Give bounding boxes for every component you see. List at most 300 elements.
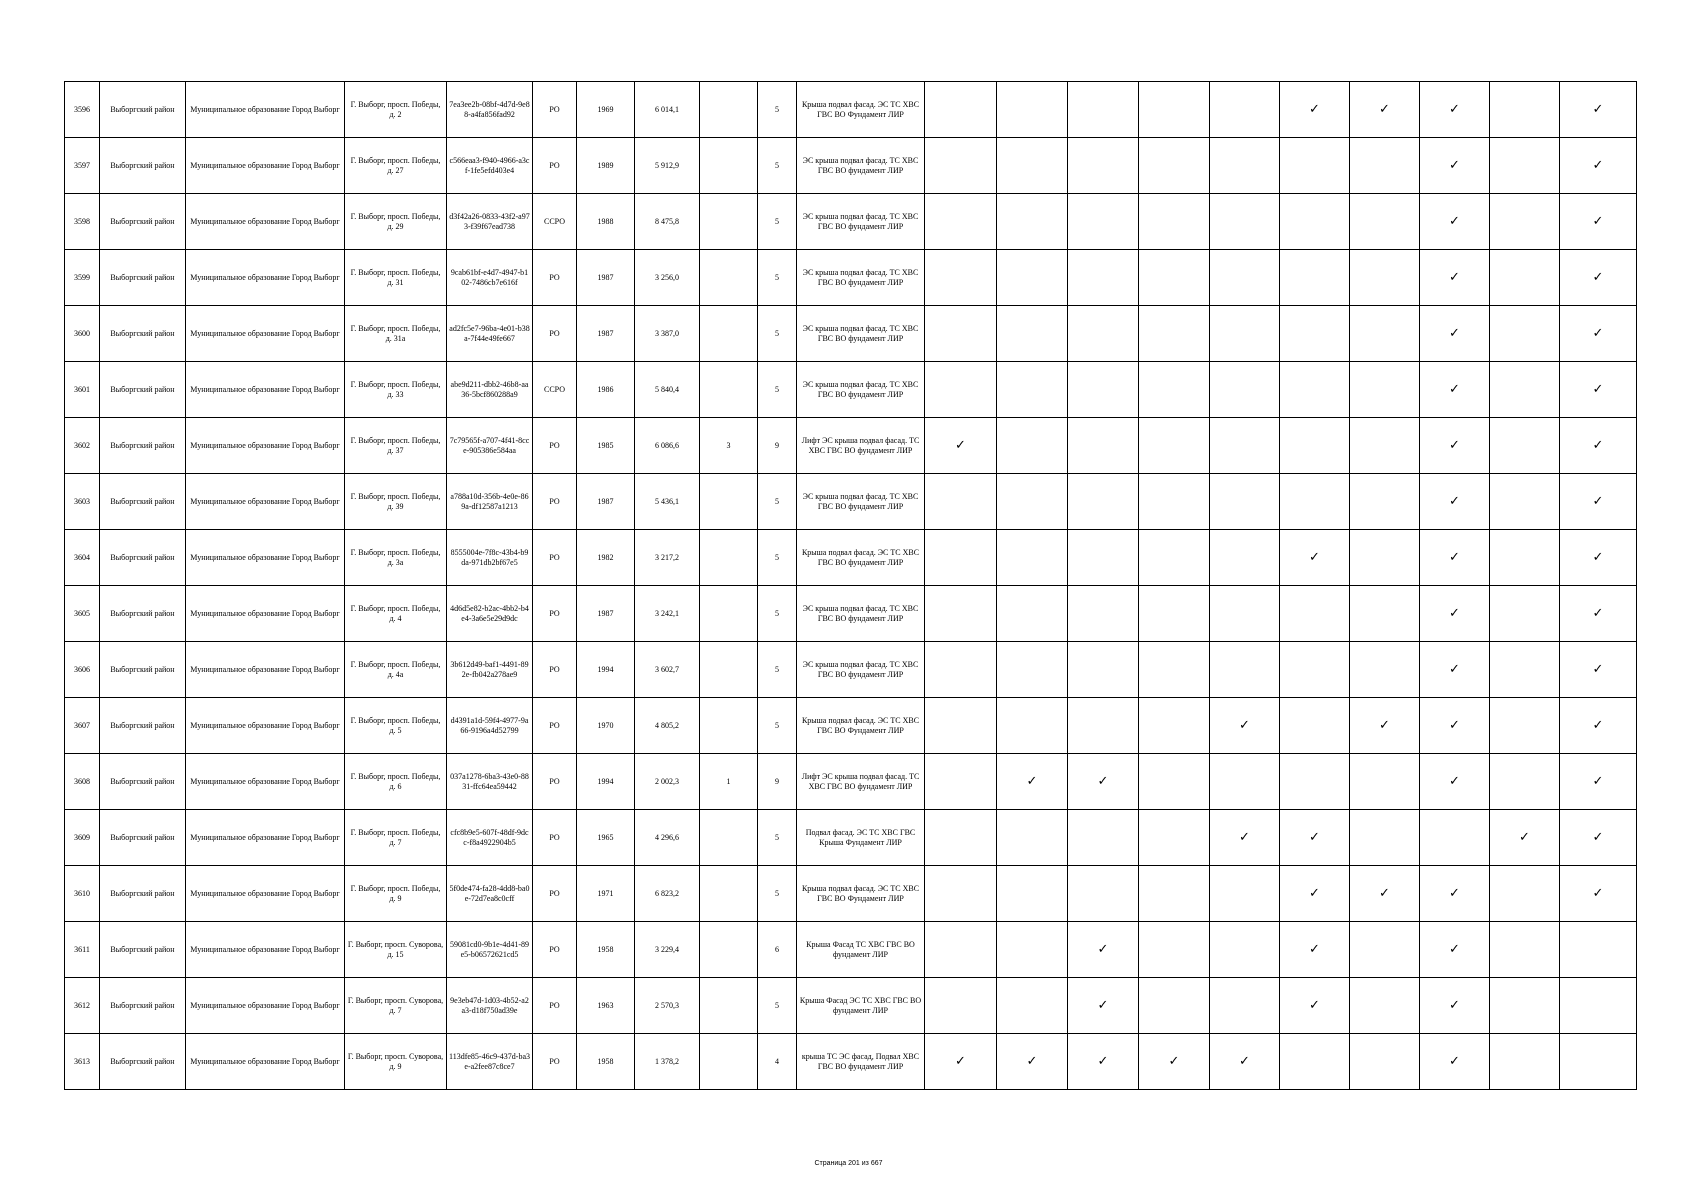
- check-mark-icon: ✓: [1210, 698, 1280, 754]
- check-mark-icon: ✓: [1420, 250, 1490, 306]
- table-row: [65, 866, 1637, 922]
- cell-guid: 4d6d5e82-b2ac-4bb2-b4e4-3a6e5e29d9dc: [447, 586, 533, 642]
- check-mark-icon: ✓: [1560, 586, 1637, 642]
- cell-number: 3608: [65, 754, 100, 810]
- cell-district: Выборгский район: [100, 586, 186, 642]
- cell-mark-empty: [1068, 362, 1139, 418]
- cell-number: 3600: [65, 306, 100, 362]
- cell-mark-empty: [1210, 530, 1280, 586]
- cell-works: ЭС крыша подвал фасад. ТС ХВС ГВС ВО фундамент ЛИР: [797, 306, 925, 362]
- cell-mark-empty: [1490, 922, 1560, 978]
- cell-mark-empty: [1350, 530, 1420, 586]
- cell-mark-empty: [1280, 418, 1350, 474]
- cell-count-a: [700, 810, 758, 866]
- check-mark-icon: ✓: [1560, 362, 1637, 418]
- check-mark-icon: ✓: [1420, 474, 1490, 530]
- cell-mark-empty: [1210, 194, 1280, 250]
- cell-count-b: 5: [758, 866, 797, 922]
- cell-area: 6 014,1: [635, 82, 700, 138]
- check-mark-icon: ✓: [1420, 362, 1490, 418]
- cell-guid: 7ea3ee2b-08bf-4d7d-9e88-a4fa856fad92: [447, 82, 533, 138]
- check-mark-icon: ✓: [1420, 866, 1490, 922]
- cell-guid: cfc8b9e5-607f-48df-9dcc-f8a4922904b5: [447, 810, 533, 866]
- cell-works: Крыша подвал фасад. ЭС ТС ХВС ГВС ВО Фундамент ЛИР: [797, 82, 925, 138]
- cell-guid: ad2fc5e7-96ba-4e01-b38a-7f44e49fe667: [447, 306, 533, 362]
- cell-year: 1987: [577, 586, 635, 642]
- cell-mark-empty: [925, 474, 997, 530]
- check-mark-icon: ✓: [1068, 978, 1139, 1034]
- cell-fund-type: РО: [533, 922, 577, 978]
- cell-district: Выборгский район: [100, 978, 186, 1034]
- cell-municipality: Муниципальное образование Город Выборг: [186, 922, 345, 978]
- cell-number: 3606: [65, 642, 100, 698]
- check-mark-icon: ✓: [1560, 250, 1637, 306]
- cell-mark-empty: [925, 922, 997, 978]
- cell-mark-empty: [1139, 82, 1210, 138]
- cell-guid: d4391a1d-59f4-4977-9a66-9196a4d52799: [447, 698, 533, 754]
- table-row: [65, 474, 1637, 530]
- cell-area: 5 436,1: [635, 474, 700, 530]
- cell-mark-empty: [1068, 698, 1139, 754]
- check-mark-icon: ✓: [1560, 866, 1637, 922]
- cell-count-b: 4: [758, 1034, 797, 1090]
- cell-address: Г. Выборг, просп. Суворова, д. 7: [345, 978, 447, 1034]
- cell-count-b: 5: [758, 138, 797, 194]
- cell-mark-empty: [1210, 754, 1280, 810]
- cell-municipality: Муниципальное образование Город Выборг: [186, 810, 345, 866]
- cell-fund-type: РО: [533, 866, 577, 922]
- cell-fund-type: ССРО: [533, 194, 577, 250]
- table-row: [65, 642, 1637, 698]
- cell-district: Выборгский район: [100, 810, 186, 866]
- check-mark-icon: ✓: [1280, 866, 1350, 922]
- cell-mark-empty: [925, 530, 997, 586]
- cell-mark-empty: [1068, 306, 1139, 362]
- cell-year: 1989: [577, 138, 635, 194]
- cell-works: крыша ТС ЭС фасад, Подвал ХВС ГВС ВО фундамент ЛИР: [797, 1034, 925, 1090]
- cell-address: Г. Выборг, просп. Победы, д. 31а: [345, 306, 447, 362]
- cell-address: Г. Выборг, просп. Победы, д. 7: [345, 810, 447, 866]
- check-mark-icon: ✓: [1420, 138, 1490, 194]
- cell-district: Выборгский район: [100, 418, 186, 474]
- cell-mark-empty: [925, 978, 997, 1034]
- cell-mark-empty: [925, 586, 997, 642]
- cell-mark-empty: [1139, 698, 1210, 754]
- cell-mark-empty: [997, 194, 1068, 250]
- cell-mark-empty: [997, 250, 1068, 306]
- cell-fund-type: РО: [533, 1034, 577, 1090]
- table-row: [65, 250, 1637, 306]
- cell-count-a: [700, 586, 758, 642]
- cell-guid: 037a1278-6ba3-43e0-8831-ffc64ea59442: [447, 754, 533, 810]
- cell-fund-type: РО: [533, 82, 577, 138]
- cell-mark-empty: [925, 866, 997, 922]
- cell-area: 2 002,3: [635, 754, 700, 810]
- cell-year: 1958: [577, 922, 635, 978]
- cell-number: 3609: [65, 810, 100, 866]
- cell-mark-empty: [997, 586, 1068, 642]
- cell-mark-empty: [1139, 306, 1210, 362]
- cell-count-a: [700, 82, 758, 138]
- check-mark-icon: ✓: [1560, 530, 1637, 586]
- cell-mark-empty: [1490, 306, 1560, 362]
- cell-year: 1987: [577, 474, 635, 530]
- cell-mark-empty: [925, 306, 997, 362]
- check-mark-icon: ✓: [1420, 418, 1490, 474]
- cell-area: 4 296,6: [635, 810, 700, 866]
- cell-mark-empty: [1139, 250, 1210, 306]
- cell-area: 4 805,2: [635, 698, 700, 754]
- cell-municipality: Муниципальное образование Город Выборг: [186, 978, 345, 1034]
- cell-year: 1970: [577, 698, 635, 754]
- cell-mark-empty: [925, 82, 997, 138]
- check-mark-icon: ✓: [1420, 698, 1490, 754]
- cell-mark-empty: [1350, 978, 1420, 1034]
- cell-mark-empty: [1490, 250, 1560, 306]
- cell-mark-empty: [925, 138, 997, 194]
- cell-address: Г. Выборг, просп. Победы, д. 3а: [345, 530, 447, 586]
- cell-fund-type: РО: [533, 250, 577, 306]
- cell-number: 3607: [65, 698, 100, 754]
- cell-mark-empty: [1210, 642, 1280, 698]
- cell-fund-type: РО: [533, 586, 577, 642]
- cell-mark-empty: [997, 138, 1068, 194]
- cell-count-a: [700, 922, 758, 978]
- cell-mark-empty: [997, 866, 1068, 922]
- cell-mark-empty: [925, 194, 997, 250]
- cell-district: Выборгский район: [100, 866, 186, 922]
- cell-mark-empty: [1068, 866, 1139, 922]
- cell-mark-empty: [1068, 474, 1139, 530]
- cell-mark-empty: [997, 474, 1068, 530]
- cell-area: 3 242,1: [635, 586, 700, 642]
- check-mark-icon: ✓: [1420, 978, 1490, 1034]
- cell-mark-empty: [1139, 810, 1210, 866]
- cell-municipality: Муниципальное образование Город Выборг: [186, 586, 345, 642]
- check-mark-icon: ✓: [1420, 754, 1490, 810]
- cell-mark-empty: [925, 362, 997, 418]
- cell-mark-empty: [1210, 138, 1280, 194]
- cell-mark-empty: [1280, 586, 1350, 642]
- cell-district: Выборгский район: [100, 1034, 186, 1090]
- table-row: [65, 530, 1637, 586]
- cell-number: 3597: [65, 138, 100, 194]
- check-mark-icon: ✓: [1068, 1034, 1139, 1090]
- cell-count-a: [700, 194, 758, 250]
- cell-fund-type: РО: [533, 306, 577, 362]
- cell-number: 3602: [65, 418, 100, 474]
- cell-mark-empty: [1210, 586, 1280, 642]
- cell-count-b: 5: [758, 810, 797, 866]
- cell-number: 3596: [65, 82, 100, 138]
- cell-mark-empty: [1350, 306, 1420, 362]
- cell-district: Выборгский район: [100, 82, 186, 138]
- cell-guid: 113dfe85-46c9-437d-ba3e-a2fee87c8ce7: [447, 1034, 533, 1090]
- cell-count-b: 5: [758, 978, 797, 1034]
- cell-mark-empty: [1139, 362, 1210, 418]
- cell-address: Г. Выборг, просп. Победы, д. 37: [345, 418, 447, 474]
- cell-area: 3 602,7: [635, 642, 700, 698]
- cell-mark-empty: [1490, 642, 1560, 698]
- cell-year: 1985: [577, 418, 635, 474]
- cell-municipality: Муниципальное образование Город Выборг: [186, 138, 345, 194]
- cell-area: 2 570,3: [635, 978, 700, 1034]
- cell-area: 3 387,0: [635, 306, 700, 362]
- cell-mark-empty: [1490, 418, 1560, 474]
- cell-mark-empty: [1490, 1034, 1560, 1090]
- cell-count-a: [700, 362, 758, 418]
- check-mark-icon: ✓: [1420, 922, 1490, 978]
- cell-number: 3599: [65, 250, 100, 306]
- cell-count-b: 5: [758, 82, 797, 138]
- cell-mark-empty: [1350, 250, 1420, 306]
- cell-mark-empty: [997, 418, 1068, 474]
- cell-mark-empty: [925, 810, 997, 866]
- cell-mark-empty: [1210, 250, 1280, 306]
- check-mark-icon: ✓: [1280, 922, 1350, 978]
- cell-year: 1958: [577, 1034, 635, 1090]
- cell-works: ЭС крыша подвал фасад. ТС ХВС ГВС ВО фундамент ЛИР: [797, 138, 925, 194]
- cell-mark-empty: [1490, 194, 1560, 250]
- table-row: [65, 306, 1637, 362]
- cell-count-a: [700, 698, 758, 754]
- cell-area: 5 840,4: [635, 362, 700, 418]
- table-row: [65, 1034, 1637, 1090]
- cell-address: Г. Выборг, просп. Победы, д. 39: [345, 474, 447, 530]
- cell-count-a: [700, 642, 758, 698]
- cell-address: Г. Выборг, просп. Победы, д. 4а: [345, 642, 447, 698]
- cell-area: 6 823,2: [635, 866, 700, 922]
- cell-guid: a788a10d-356b-4e0e-869a-df12587a1213: [447, 474, 533, 530]
- table-row: [65, 698, 1637, 754]
- cell-district: Выборгский район: [100, 922, 186, 978]
- cell-mark-empty: [925, 698, 997, 754]
- cell-mark-empty: [997, 82, 1068, 138]
- check-mark-icon: ✓: [1560, 306, 1637, 362]
- cell-mark-empty: [1139, 530, 1210, 586]
- check-mark-icon: ✓: [925, 1034, 997, 1090]
- cell-works: Крыша подвал фасад. ЭС ТС ХВС ГВС ВО Фундамент ЛИР: [797, 866, 925, 922]
- cell-address: Г. Выборг, просп. Победы, д. 31: [345, 250, 447, 306]
- cell-fund-type: РО: [533, 418, 577, 474]
- table-row: [65, 82, 1637, 138]
- cell-fund-type: РО: [533, 978, 577, 1034]
- cell-mark-empty: [1420, 810, 1490, 866]
- cell-municipality: Муниципальное образование Город Выборг: [186, 194, 345, 250]
- cell-district: Выборгский район: [100, 362, 186, 418]
- cell-address: Г. Выборг, просп. Суворова, д. 15: [345, 922, 447, 978]
- cell-guid: abe9d211-dbb2-46b8-aa36-5bcf860288a9: [447, 362, 533, 418]
- cell-year: 1987: [577, 306, 635, 362]
- cell-district: Выборгский район: [100, 306, 186, 362]
- cell-works: Крыша подвал фасад. ЭС ТС ХВС ГВС ВО Фундамент ЛИР: [797, 698, 925, 754]
- cell-mark-empty: [1280, 250, 1350, 306]
- cell-mark-empty: [997, 362, 1068, 418]
- cell-municipality: Муниципальное образование Город Выборг: [186, 866, 345, 922]
- check-mark-icon: ✓: [1560, 810, 1637, 866]
- cell-guid: c566eaa3-f940-4966-a3cf-1fe5efd403e4: [447, 138, 533, 194]
- table-row: [65, 194, 1637, 250]
- cell-address: Г. Выборг, просп. Суворова, д. 9: [345, 1034, 447, 1090]
- cell-address: Г. Выборг, просп. Победы, д. 9: [345, 866, 447, 922]
- cell-works: Крыша Фасад ТС ХВС ГВС ВО фундамент ЛИР: [797, 922, 925, 978]
- check-mark-icon: ✓: [1490, 810, 1560, 866]
- cell-mark-empty: [1490, 474, 1560, 530]
- cell-mark-empty: [1490, 82, 1560, 138]
- cell-mark-empty: [997, 978, 1068, 1034]
- cell-municipality: Муниципальное образование Город Выборг: [186, 530, 345, 586]
- check-mark-icon: ✓: [1560, 194, 1637, 250]
- cell-mark-empty: [1210, 82, 1280, 138]
- cell-area: 8 475,8: [635, 194, 700, 250]
- cell-works: ЭС крыша подвал фасад. ТС ХВС ГВС ВО фундамент ЛИР: [797, 474, 925, 530]
- check-mark-icon: ✓: [1560, 82, 1637, 138]
- check-mark-icon: ✓: [1068, 754, 1139, 810]
- cell-works: ЭС крыша подвал фасад. ТС ХВС ГВС ВО фундамент ЛИР: [797, 586, 925, 642]
- cell-year: 1963: [577, 978, 635, 1034]
- cell-mark-empty: [1068, 250, 1139, 306]
- cell-mark-empty: [1139, 418, 1210, 474]
- check-mark-icon: ✓: [1280, 530, 1350, 586]
- cell-district: Выборгский район: [100, 194, 186, 250]
- cell-mark-empty: [1210, 306, 1280, 362]
- check-mark-icon: ✓: [925, 418, 997, 474]
- cell-fund-type: РО: [533, 810, 577, 866]
- cell-year: 1986: [577, 362, 635, 418]
- cell-address: Г. Выборг, просп. Победы, д. 4: [345, 586, 447, 642]
- cell-year: 1969: [577, 82, 635, 138]
- cell-year: 1965: [577, 810, 635, 866]
- cell-address: Г. Выборг, просп. Победы, д. 29: [345, 194, 447, 250]
- cell-mark-empty: [1210, 866, 1280, 922]
- cell-mark-empty: [1490, 866, 1560, 922]
- cell-municipality: Муниципальное образование Город Выборг: [186, 642, 345, 698]
- cell-mark-empty: [1350, 1034, 1420, 1090]
- cell-area: 5 912,9: [635, 138, 700, 194]
- cell-year: 1988: [577, 194, 635, 250]
- cell-area: 1 378,2: [635, 1034, 700, 1090]
- cell-mark-empty: [997, 306, 1068, 362]
- cell-number: 3613: [65, 1034, 100, 1090]
- cell-count-a: [700, 530, 758, 586]
- cell-area: 3 217,2: [635, 530, 700, 586]
- cell-guid: 59081cd0-9b1e-4d41-89e5-b06572621cd5: [447, 922, 533, 978]
- cell-number: 3610: [65, 866, 100, 922]
- table-row: [65, 138, 1637, 194]
- cell-count-a: [700, 474, 758, 530]
- check-mark-icon: ✓: [1560, 642, 1637, 698]
- cell-mark-empty: [997, 698, 1068, 754]
- cell-mark-empty: [1210, 978, 1280, 1034]
- cell-mark-empty: [925, 250, 997, 306]
- cell-mark-empty: [1139, 194, 1210, 250]
- check-mark-icon: ✓: [1420, 194, 1490, 250]
- cell-mark-empty: [1350, 418, 1420, 474]
- cell-district: Выборгский район: [100, 250, 186, 306]
- cell-count-b: 5: [758, 250, 797, 306]
- cell-mark-empty: [1490, 362, 1560, 418]
- cell-municipality: Муниципальное образование Город Выборг: [186, 82, 345, 138]
- cell-count-a: [700, 306, 758, 362]
- cell-mark-empty: [1139, 642, 1210, 698]
- cell-count-a: [700, 866, 758, 922]
- cell-mark-empty: [1280, 698, 1350, 754]
- cell-mark-empty: [1068, 586, 1139, 642]
- cell-count-b: 5: [758, 362, 797, 418]
- cell-area: 3 229,4: [635, 922, 700, 978]
- cell-district: Выборгский район: [100, 754, 186, 810]
- cell-mark-empty: [1350, 642, 1420, 698]
- check-mark-icon: ✓: [1420, 642, 1490, 698]
- cell-mark-empty: [1210, 362, 1280, 418]
- table-row: [65, 754, 1637, 810]
- cell-mark-empty: [997, 922, 1068, 978]
- cell-mark-empty: [925, 642, 997, 698]
- cell-mark-empty: [1560, 1034, 1637, 1090]
- cell-count-b: 5: [758, 306, 797, 362]
- cell-mark-empty: [1139, 922, 1210, 978]
- cell-count-a: 1: [700, 754, 758, 810]
- cell-mark-empty: [1068, 194, 1139, 250]
- cell-municipality: Муниципальное образование Город Выборг: [186, 474, 345, 530]
- cell-number: 3612: [65, 978, 100, 1034]
- cell-count-b: 6: [758, 922, 797, 978]
- check-mark-icon: ✓: [1560, 138, 1637, 194]
- cell-mark-empty: [1350, 810, 1420, 866]
- check-mark-icon: ✓: [1210, 1034, 1280, 1090]
- cell-works: ЭС крыша подвал фасад. ТС ХВС ГВС ВО фундамент ЛИР: [797, 194, 925, 250]
- cell-guid: 5f0de474-fa28-4dd8-ba0e-72d7ea8c0cff: [447, 866, 533, 922]
- cell-municipality: Муниципальное образование Город Выборг: [186, 418, 345, 474]
- cell-district: Выборгский район: [100, 138, 186, 194]
- cell-mark-empty: [997, 530, 1068, 586]
- check-mark-icon: ✓: [1420, 586, 1490, 642]
- cell-mark-empty: [1280, 306, 1350, 362]
- cell-district: Выборгский район: [100, 530, 186, 586]
- cell-mark-empty: [1139, 754, 1210, 810]
- cell-year: 1994: [577, 754, 635, 810]
- check-mark-icon: ✓: [1350, 866, 1420, 922]
- cell-number: 3601: [65, 362, 100, 418]
- cell-mark-empty: [1350, 922, 1420, 978]
- cell-mark-empty: [1560, 978, 1637, 1034]
- table-row: [65, 810, 1637, 866]
- cell-municipality: Муниципальное образование Город Выборг: [186, 306, 345, 362]
- cell-fund-type: РО: [533, 754, 577, 810]
- cell-mark-empty: [1280, 754, 1350, 810]
- cell-mark-empty: [1350, 754, 1420, 810]
- cell-works: Лифт ЭС крыша подвал фасад. ТС ХВС ГВС ВО фундамент ЛИР: [797, 418, 925, 474]
- cell-mark-empty: [1280, 642, 1350, 698]
- check-mark-icon: ✓: [1280, 82, 1350, 138]
- cell-fund-type: РО: [533, 642, 577, 698]
- cell-mark-empty: [1490, 138, 1560, 194]
- cell-guid: 7c79565f-a707-4f41-8cce-905386e584aa: [447, 418, 533, 474]
- cell-works: Крыша подвал фасад. ЭС ТС ХВС ГВС ВО фундамент ЛИР: [797, 530, 925, 586]
- cell-mark-empty: [1068, 418, 1139, 474]
- cell-number: 3598: [65, 194, 100, 250]
- cell-fund-type: РО: [533, 530, 577, 586]
- buildings-table: [64, 81, 1637, 1090]
- cell-guid: 9cab61bf-e4d7-4947-b102-7486cb7e616f: [447, 250, 533, 306]
- cell-count-b: 5: [758, 642, 797, 698]
- cell-address: Г. Выборг, просп. Победы, д. 27: [345, 138, 447, 194]
- check-mark-icon: ✓: [1280, 810, 1350, 866]
- cell-works: Подвал фасад. ЭС ТС ХВС ГВС Крыша Фундамент ЛИР: [797, 810, 925, 866]
- cell-municipality: Муниципальное образование Город Выборг: [186, 754, 345, 810]
- cell-mark-empty: [1280, 1034, 1350, 1090]
- cell-address: Г. Выборг, просп. Победы, д. 33: [345, 362, 447, 418]
